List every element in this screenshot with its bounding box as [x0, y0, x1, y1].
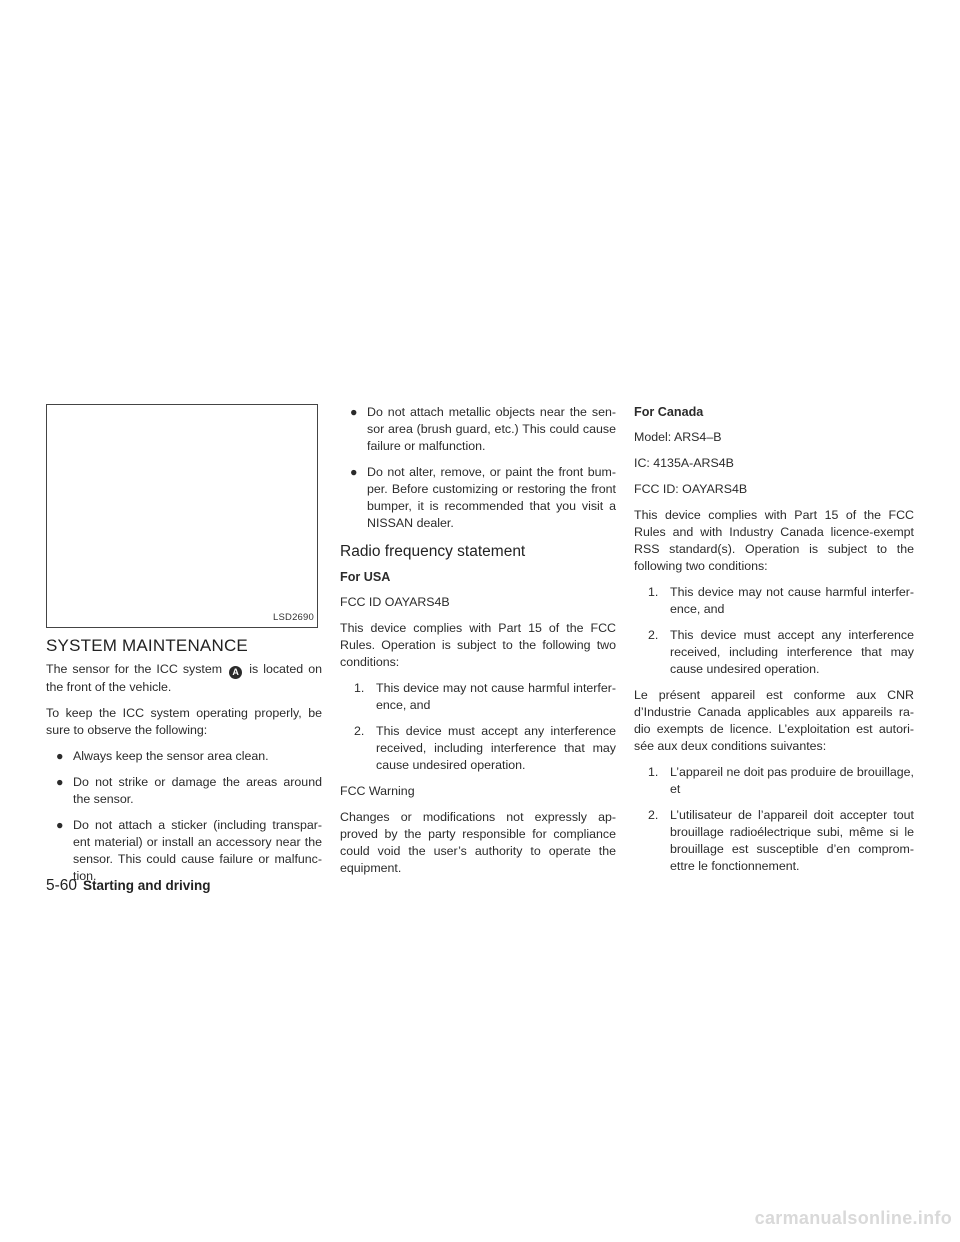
middle-bullet-list	[340, 404, 616, 532]
fcc-id-usa: FCC ID OAYARS4B	[340, 595, 450, 609]
bullet-icon: ●	[56, 775, 64, 789]
watermark-logo: carmanualsonline.info	[754, 1208, 952, 1228]
canada-compliance-paragraph: This device complies with Part 15 of the FCC Rules and with Industry Canada licence-exempt RSS standard(s). Operation is subject to the following two conditions:	[634, 508, 914, 573]
section-title: SYSTEM MAINTENANCE	[46, 636, 248, 655]
french-conditions-list	[634, 764, 914, 875]
left-column	[46, 404, 322, 894]
figure-label: LSD2690	[272, 612, 314, 623]
list-item: 2. This device must accept any interference received, including interference that may cause undesired operation.	[648, 628, 914, 676]
list-item: ● Do not attach metallic objects near the sen- sor area (brush guard, etc.) This could cause failure or malfunction.	[350, 405, 616, 453]
radio-frequency-title: Radio frequency statement	[340, 543, 526, 560]
intro-paragraph	[46, 661, 322, 696]
list-item: 1. L’appareil ne doit pas produire de brouillage, et	[648, 765, 914, 796]
ic-line: IC: 4135A-ARS4B	[634, 456, 734, 470]
right-column	[634, 404, 914, 884]
callout-a-icon: A	[229, 666, 242, 679]
list-item: ● Always keep the sensor area clean.	[56, 749, 269, 763]
list-item: 2. This device must accept any interference received, including interference that may cause undesired operation.	[354, 724, 616, 772]
intro-text-after: is located on the front of the vehicle.	[46, 662, 322, 694]
list-item: 1. This device may not cause harmful interfer- ence, and	[354, 681, 616, 712]
list-item: ● Do not strike or damage the areas around the sensor.	[56, 775, 322, 806]
canada-heading: For Canada	[634, 405, 704, 419]
canada-conditions-list	[634, 584, 914, 678]
page-number: 5-60	[46, 877, 78, 894]
middle-column	[340, 404, 616, 886]
left-bullet-list	[46, 748, 322, 885]
sensor-figure	[46, 404, 318, 628]
page-footer	[46, 877, 211, 895]
bullet-icon: ●	[56, 749, 64, 763]
chapter-title: Starting and driving	[83, 878, 211, 893]
fcc-warning-text: Changes or modifications not expressly ap- proved by the party responsible for compliance could void the user’s authority to operate the equipment.	[340, 810, 616, 875]
french-intro-paragraph: Le présent appareil est conforme aux CNR d’Industrie Canada applicables aux appareils ra- dio exempts de licence. L’exploitation est autori- sée aux deux conditions suivantes:	[634, 688, 914, 753]
intro-text-before: The sensor for the ICC system	[46, 662, 223, 676]
list-item: ● Do not attach a sticker (including transpar- ent material) or install an accessory near the sensor. This could cause failure or malfunc- tion.	[56, 818, 322, 883]
fcc-id-canada: FCC ID: OAYARS4B	[634, 482, 748, 496]
list-item: ● Do not alter, remove, or paint the front bum- per. Before customizing or restoring the front bumper, it is recommended that you visit a NISSAN dealer.	[350, 465, 616, 530]
model-line: Model: ARS4–B	[634, 430, 722, 444]
bullet-icon: ●	[56, 818, 64, 832]
bullet-icon: ●	[350, 405, 358, 419]
bullet-icon: ●	[350, 465, 358, 479]
usa-conditions-list	[340, 680, 616, 774]
list-item: 2. L’utilisateur de l’appareil doit accepter tout brouillage radioélectrique subi, même si le brouillage est susceptible d’en comprom- ettre le fonctionnement.	[648, 808, 914, 873]
list-item: 1. This device may not cause harmful interfer- ence, and	[648, 585, 914, 616]
fcc-warning-heading: FCC Warning	[340, 784, 415, 798]
observe-paragraph: To keep the ICC system operating properly, be sure to observe the following:	[46, 706, 322, 737]
usa-compliance-paragraph: This device complies with Part 15 of the FCC Rules. Operation is subject to the following two conditions:	[340, 621, 616, 669]
usa-heading: For USA	[340, 570, 391, 584]
